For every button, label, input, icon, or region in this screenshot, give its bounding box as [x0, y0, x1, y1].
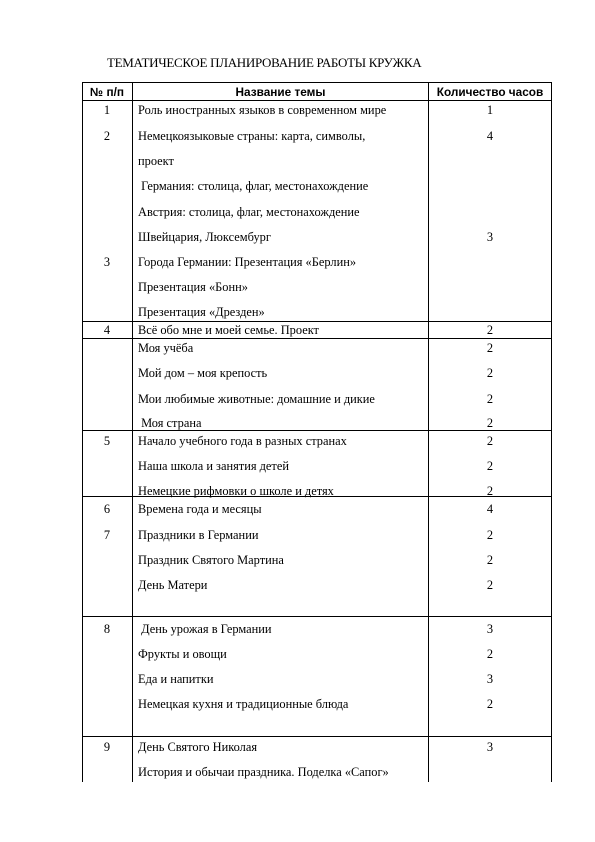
rule: [82, 321, 552, 322]
topic-cell: Времена года и месяцы: [138, 502, 262, 516]
topic-cell: День Матери: [138, 578, 208, 592]
hours-cell: 2: [486, 366, 494, 380]
topic-cell: Еда и напитки: [138, 672, 214, 686]
topic-cell: Моя страна: [138, 416, 202, 430]
topic-cell: Мой дом – моя крепость: [138, 366, 268, 380]
rule: [82, 338, 552, 339]
rule: [428, 82, 429, 782]
hours-cell: 2: [486, 578, 494, 592]
column-header-hours: Количество часов: [436, 85, 544, 99]
topic-cell: Роль иностранных языков в современном мире: [138, 103, 387, 117]
rule: [82, 430, 552, 431]
hours-cell: 4: [486, 502, 494, 516]
row-number: 8: [103, 622, 111, 636]
topic-cell: Фрукты и овощи: [138, 647, 227, 661]
row-number: 7: [103, 528, 111, 542]
hours-cell: 2: [486, 416, 494, 430]
topic-cell: История и обычаи праздника. Поделка «Сапог»: [138, 765, 389, 779]
hours-cell: 2: [486, 434, 494, 448]
hours-cell: 3: [486, 622, 494, 636]
topic-cell: Немецкая кухня и традиционные блюда: [138, 697, 349, 711]
hours-cell: 2: [486, 484, 494, 498]
topic-cell: проект: [138, 154, 174, 168]
topic-cell: День урожая в Германии: [138, 622, 272, 636]
hours-cell: 2: [486, 392, 494, 406]
topic-cell: Города Германии: Презентация «Берлин»: [138, 255, 357, 269]
hours-cell: 3: [486, 740, 494, 754]
topic-cell: Германия: столица, флаг, местонахождение: [138, 179, 369, 193]
row-number: 2: [103, 129, 111, 143]
topic-cell: Австрия: столица, флаг, местонахождение: [138, 205, 360, 219]
topic-cell: Наша школа и занятия детей: [138, 459, 289, 473]
hours-cell: 2: [486, 553, 494, 567]
hours-cell: 2: [486, 528, 494, 542]
hours-cell: 4: [486, 129, 494, 143]
row-number: 3: [103, 255, 111, 269]
topic-cell: Праздник Святого Мартина: [138, 553, 284, 567]
column-header-topic: Название темы: [235, 85, 326, 99]
rule: [82, 616, 552, 617]
topic-cell: Мои любимые животные: домашние и дикие: [138, 392, 375, 406]
topic-cell: Швейцария, Люксембург: [138, 230, 271, 244]
topic-cell: Презентация «Бонн»: [138, 280, 248, 294]
topic-cell: Немецкоязыковые страны: карта, символы,: [138, 129, 366, 143]
hours-cell: 2: [486, 323, 494, 337]
rule: [82, 100, 552, 101]
hours-cell: 2: [486, 459, 494, 473]
hours-cell: 2: [486, 341, 494, 355]
topic-cell: Праздники в Германии: [138, 528, 259, 542]
hours-cell: 2: [486, 697, 494, 711]
rule: [82, 82, 552, 83]
page-title: ТЕМАТИЧЕСКОЕ ПЛАНИРОВАНИЕ РАБОТЫ КРУЖКА: [107, 55, 422, 70]
row-number: 1: [103, 103, 111, 117]
row-number: 6: [103, 502, 111, 516]
rule: [82, 82, 83, 782]
topic-cell: Начало учебного года в разных странах: [138, 434, 347, 448]
topic-cell: День Святого Николая: [138, 740, 258, 754]
rule: [132, 82, 133, 782]
row-number: 5: [103, 434, 111, 448]
hours-cell: 1: [486, 103, 494, 117]
row-number: 4: [103, 323, 111, 337]
topic-cell: Всё обо мне и моей семье. Проект: [138, 323, 319, 337]
topic-cell: Моя учёба: [138, 341, 194, 355]
rule: [551, 82, 552, 782]
hours-cell: 3: [486, 672, 494, 686]
hours-cell: 3: [486, 230, 494, 244]
hours-cell: 2: [486, 647, 494, 661]
topic-cell: Немецкие рифмовки о школе и детях: [138, 484, 334, 498]
row-number: 9: [103, 740, 111, 754]
column-header-num: № п/п: [90, 85, 124, 99]
rule: [82, 736, 552, 737]
topic-cell: Презентация «Дрезден»: [138, 305, 265, 319]
